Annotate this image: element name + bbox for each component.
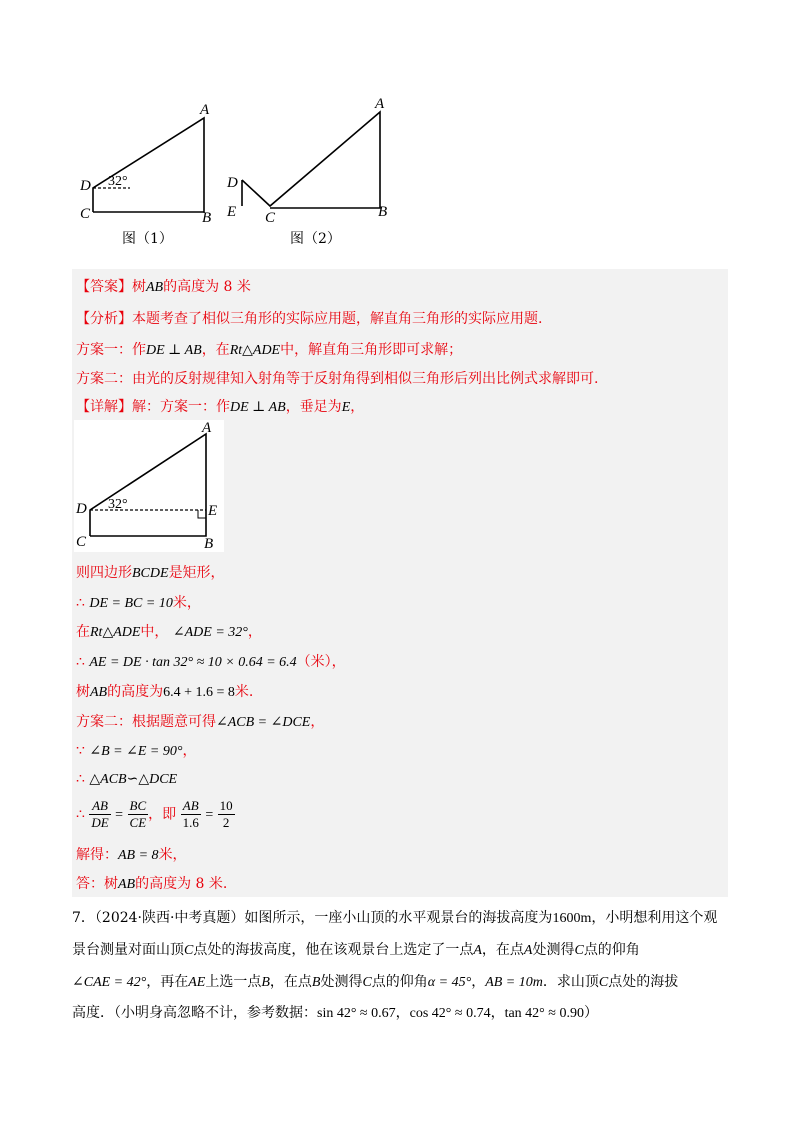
figure-2-lines	[242, 112, 380, 208]
figure-3-label-e: E	[208, 503, 218, 519]
step5-text-3: 米.	[234, 684, 254, 700]
step1-text: 则四边形	[76, 565, 132, 581]
fraction-ab-1-6	[181, 798, 201, 831]
plan1-line	[76, 341, 462, 360]
plan2-line	[76, 370, 598, 388]
step5-text-2: 的高度为	[107, 684, 164, 700]
fraction-numerator: 10	[219, 798, 233, 813]
step4-math: AE = DE · tan 32° ≈ 10 × 0.64 = 6.4	[89, 655, 297, 670]
answer-math: AB	[146, 280, 164, 295]
detail-math-2: E	[341, 400, 351, 415]
problem-math: tan 42° ≈ 0.90	[504, 1006, 584, 1021]
figure-3-right-angle-mark	[198, 510, 206, 518]
problem-text: 上选一点	[205, 974, 262, 990]
step6-text-2: ，	[310, 714, 325, 730]
problem-math: A	[473, 943, 482, 958]
plan1-math-2: Rt△ADE	[229, 343, 281, 358]
step7-math: ∠B = ∠E = 90°	[89, 744, 183, 759]
step3-line	[76, 623, 262, 642]
because-symbol: ∵	[76, 743, 85, 759]
figure-3-label-a: A	[202, 420, 212, 436]
step3-text-3: ，	[247, 624, 262, 640]
step10-math: AB = 8	[118, 848, 159, 863]
problem-math: sin 42° ≈ 0.67	[317, 1006, 396, 1021]
problem-text: 7．（2024·陕西·中考真题）如图所示，一座小山顶的水平观景台的海拔高度为	[72, 910, 553, 926]
step6-text: 方案二：根据题意可得	[76, 714, 216, 730]
step8-math: △ACB∽△DCE	[89, 772, 178, 787]
step2-line	[76, 594, 201, 613]
problem-math: 1600m	[552, 911, 592, 926]
step1-line	[76, 564, 225, 583]
problem-math: C	[574, 943, 584, 958]
analysis-line	[76, 310, 542, 328]
problem-text: 处测得	[532, 942, 575, 958]
problem-math: cos 42° ≈ 0.74	[409, 1006, 491, 1021]
figure-2	[222, 98, 394, 223]
analysis-tag: 【分析】	[76, 311, 132, 327]
problem-math: C	[184, 943, 194, 958]
figure-2-label-d: D	[227, 175, 238, 191]
problem-7-line-1	[72, 908, 717, 929]
plan1-text-3: 中，解直角三角形即可求解；	[280, 342, 463, 358]
step5-math: AB	[90, 685, 108, 700]
fraction-ab-de	[89, 798, 110, 831]
step10-text-2: 米，	[158, 847, 187, 863]
answer-text: 树	[132, 279, 146, 295]
problem-text: ，	[490, 1005, 505, 1021]
answer-text-2: 的高度为 8 米	[163, 279, 251, 295]
problem-math: ∠CAE = 42°	[72, 975, 147, 990]
problem-text: ）	[583, 1005, 598, 1021]
equals-sign: =	[205, 807, 214, 823]
figure-1-label-b: B	[202, 210, 212, 225]
figure-2-label-a: A	[375, 98, 385, 112]
therefore-symbol: ∴	[76, 654, 85, 670]
detail-line	[76, 398, 364, 417]
step11-text: 答：树	[76, 876, 118, 892]
step7-line	[76, 742, 196, 761]
figure-2-label-c: C	[265, 210, 276, 223]
fraction-denominator: DE	[91, 815, 109, 830]
step5-line	[76, 683, 253, 702]
problem-text: ，在点	[481, 942, 524, 958]
figure-3-label-b: B	[204, 536, 214, 552]
plan2-text: 方案二：由光的反射规律知入射角等于反射角得到相似三角形后列出比例式求解即可.	[76, 371, 599, 387]
problem-math: C	[598, 975, 609, 990]
figure-3-label-c: C	[76, 534, 87, 550]
step8-line	[76, 770, 177, 789]
step5-text: 树	[76, 684, 90, 700]
plan1-math: DE ⊥ AB	[146, 343, 202, 358]
step3-math: Rt△ADE	[90, 625, 141, 640]
step2-text: 米，	[172, 595, 201, 611]
problem-math: A	[523, 943, 533, 958]
figure-1-label-c: C	[80, 206, 91, 222]
step2-math: DE = BC = 10	[89, 596, 173, 611]
step11-math: AB	[118, 877, 136, 892]
fraction-numerator: AB	[89, 798, 110, 815]
problem-text: 高度．（小明身高忽略不计，参考数据：	[72, 1005, 317, 1021]
problem-text: ，再在	[146, 974, 189, 990]
figure-2-label-e: E	[227, 204, 237, 220]
problem-math: B	[261, 975, 270, 990]
fraction-denominator: 2	[222, 815, 230, 830]
step4-line	[76, 653, 346, 672]
problem-7-line-4	[72, 1003, 598, 1024]
figure-3-triangle	[90, 434, 206, 536]
therefore-symbol: ∴	[76, 806, 85, 823]
step4-text: （米），	[296, 654, 346, 670]
plan1-text: 方案一：作	[76, 342, 146, 358]
equals-sign: =	[115, 807, 124, 823]
problem-text: 点的仰角	[583, 942, 640, 958]
detail-tag: 【详解】	[76, 399, 132, 415]
step11-line	[76, 875, 227, 894]
problem-text: ．求山顶	[542, 974, 599, 990]
figure-2-label-b: B	[378, 204, 388, 220]
problem-text: ，	[395, 1005, 410, 1021]
step1-text-2: 是矩形，	[168, 565, 225, 581]
analysis-text: 本题考查了相似三角形的实际应用题，解直角三角形的实际应用题.	[132, 311, 543, 327]
figure-1-angle-label: 32°	[108, 174, 128, 189]
step10-text: 解得：	[76, 847, 118, 863]
figure-1-label-a: A	[200, 102, 210, 118]
detail-text-2: ，垂足为	[285, 399, 342, 415]
problem-text: 点处的海拔高度，他在该观景台上选定了一点	[193, 942, 474, 958]
figure-2-caption: 图（2）	[290, 231, 341, 247]
figure-1-label-d: D	[80, 178, 91, 194]
figure-1	[80, 100, 220, 225]
answer-line	[76, 278, 251, 297]
figure-3-label-d: D	[76, 501, 87, 517]
problem-math: B	[311, 975, 321, 990]
detail-text-3: ，	[350, 399, 365, 415]
fraction-denominator: CE	[129, 815, 147, 830]
step9-text: ，即	[148, 806, 177, 823]
plan1-text-2: ，在	[201, 342, 230, 358]
therefore-symbol: ∴	[76, 595, 85, 611]
step6-math: ∠ACB = ∠DCE	[216, 715, 311, 730]
step5-math-2: 6.4 + 1.6 = 8	[163, 685, 235, 700]
problem-text: ，	[471, 974, 486, 990]
figure-1-triangle	[93, 118, 204, 212]
problem-text: 点的仰角	[371, 974, 428, 990]
fraction-numerator: AB	[181, 798, 201, 815]
step7-text: ，	[182, 743, 197, 759]
figure-3-angle-label: 32°	[108, 497, 128, 512]
step3-text: 在	[76, 624, 90, 640]
figure-3	[74, 420, 224, 552]
fraction-bc-ce	[128, 798, 149, 831]
answer-tag: 【答案】	[76, 279, 132, 295]
problem-math: AE	[188, 975, 206, 990]
problem-7-line-3	[72, 972, 678, 993]
problem-text: 点处的海拔	[608, 974, 679, 990]
problem-text: 处测得	[320, 974, 363, 990]
problem-text: 景台测量对面山顶	[72, 942, 184, 958]
problem-7-line-2	[72, 940, 640, 961]
step9-line	[76, 798, 235, 831]
step3-math-2: ∠ADE = 32°	[172, 625, 248, 640]
problem-math: α = 45°	[427, 975, 472, 990]
step1-math: BCDE	[132, 566, 169, 581]
therefore-symbol: ∴	[76, 771, 85, 787]
detail-text: 解：方案一：作	[132, 399, 230, 415]
figure-1-caption: 图（1）	[122, 231, 173, 247]
step3-text-2: 中，	[140, 624, 169, 640]
problem-text: ，在点	[269, 974, 312, 990]
problem-math: AB = 10m	[485, 975, 543, 990]
detail-math: DE ⊥ AB	[230, 400, 286, 415]
step11-text-2: 的高度为 8 米.	[135, 876, 228, 892]
problem-math: C	[362, 975, 372, 990]
problem-text: ，小明想利用这个观	[591, 910, 718, 926]
fraction-denominator: 1.6	[182, 815, 199, 830]
fraction-10-2	[218, 798, 235, 831]
step10-line	[76, 846, 187, 865]
fraction-numerator: BC	[129, 798, 147, 813]
step6-line	[76, 713, 324, 732]
